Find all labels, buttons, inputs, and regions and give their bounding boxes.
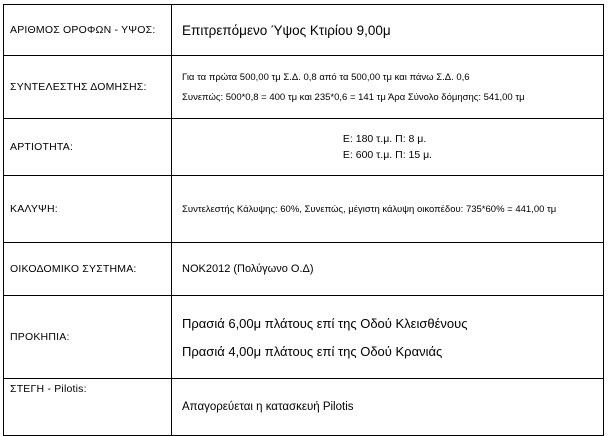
row-label-building-system: ΟΙΚΟΔΟΜΙΚΟ ΣΥΣΤΗΜΑ: <box>4 243 172 296</box>
table-row <box>4 176 604 243</box>
value-line: Συνεπώς: 500*0,8 = 400 τμ και 235*0,6 = 141 τμ Άρα Σύνολο δόμησης: 541,00 τμ <box>182 91 525 103</box>
row-value-roof-pilotis <box>172 379 604 436</box>
value-block <box>343 133 432 161</box>
value-line: Πρασιά 6,00μ πλάτους επί της Οδού Κλεισθένους <box>182 315 468 331</box>
row-label-coefficient: ΣΥΝΤΕΛΕΣΤΗΣ ΔΟΜΗΣΗΣ: <box>4 56 172 119</box>
value-line: Ε: 600 τ.μ. Π: 15 μ. <box>342 149 433 161</box>
table-row <box>4 56 604 119</box>
table-row <box>4 119 604 176</box>
row-label-coverage: ΚΑΛΥΨΗ: <box>4 176 172 243</box>
value-line: Για τα πρώτα 500,00 τμ Σ.Δ. 0,8 από τα 500,00 τμ και πάνω Σ.Δ. 0,6 <box>182 71 470 83</box>
row-value-coefficient <box>172 56 604 119</box>
table-row <box>4 296 604 379</box>
value-line: Συντελεστής Κάλυψης: 60%, Συνεπώς, μέγιστη κάλυψη οικοπέδου: 735*60% = 441,00 τμ <box>182 203 557 215</box>
row-label-height: ΑΡΙΘΜΟΣ ΟΡΟΦΩΝ - ΥΨΟΣ: <box>4 5 172 56</box>
row-value-coverage <box>172 176 604 243</box>
table-row <box>4 379 604 436</box>
table-row <box>4 243 604 296</box>
row-label-front-gardens: ΠΡΟΚΗΠΙΑ: <box>4 296 172 379</box>
row-value-plot-adequacy <box>172 119 604 176</box>
value-line: Ε: 180 τ.μ. Π: 8 μ. <box>342 133 427 145</box>
row-label-roof-pilotis: ΣΤΕΓΗ - Pilotis: <box>4 379 172 436</box>
row-value-front-gardens <box>172 296 604 379</box>
table-row <box>4 5 604 56</box>
row-label-plot-adequacy: ΑΡΤΙΟΤΗΤΑ: <box>4 119 172 176</box>
value-line: Πρασιά 4,00μ πλάτους επί της Οδού Κρανιάς <box>182 343 443 359</box>
value-line: Επιτρεπόμενο Ύψος Κτιρίου 9,00μ <box>182 22 391 38</box>
row-value-height <box>172 5 604 56</box>
value-line: ΝΟΚ2012 (Πολύγωνο Ο.Δ) <box>182 263 314 275</box>
value-line: Απαγορεύεται η κατασκευή Pilotis <box>182 401 354 413</box>
row-value-building-system <box>172 243 604 296</box>
building-regulations-table <box>3 4 604 436</box>
